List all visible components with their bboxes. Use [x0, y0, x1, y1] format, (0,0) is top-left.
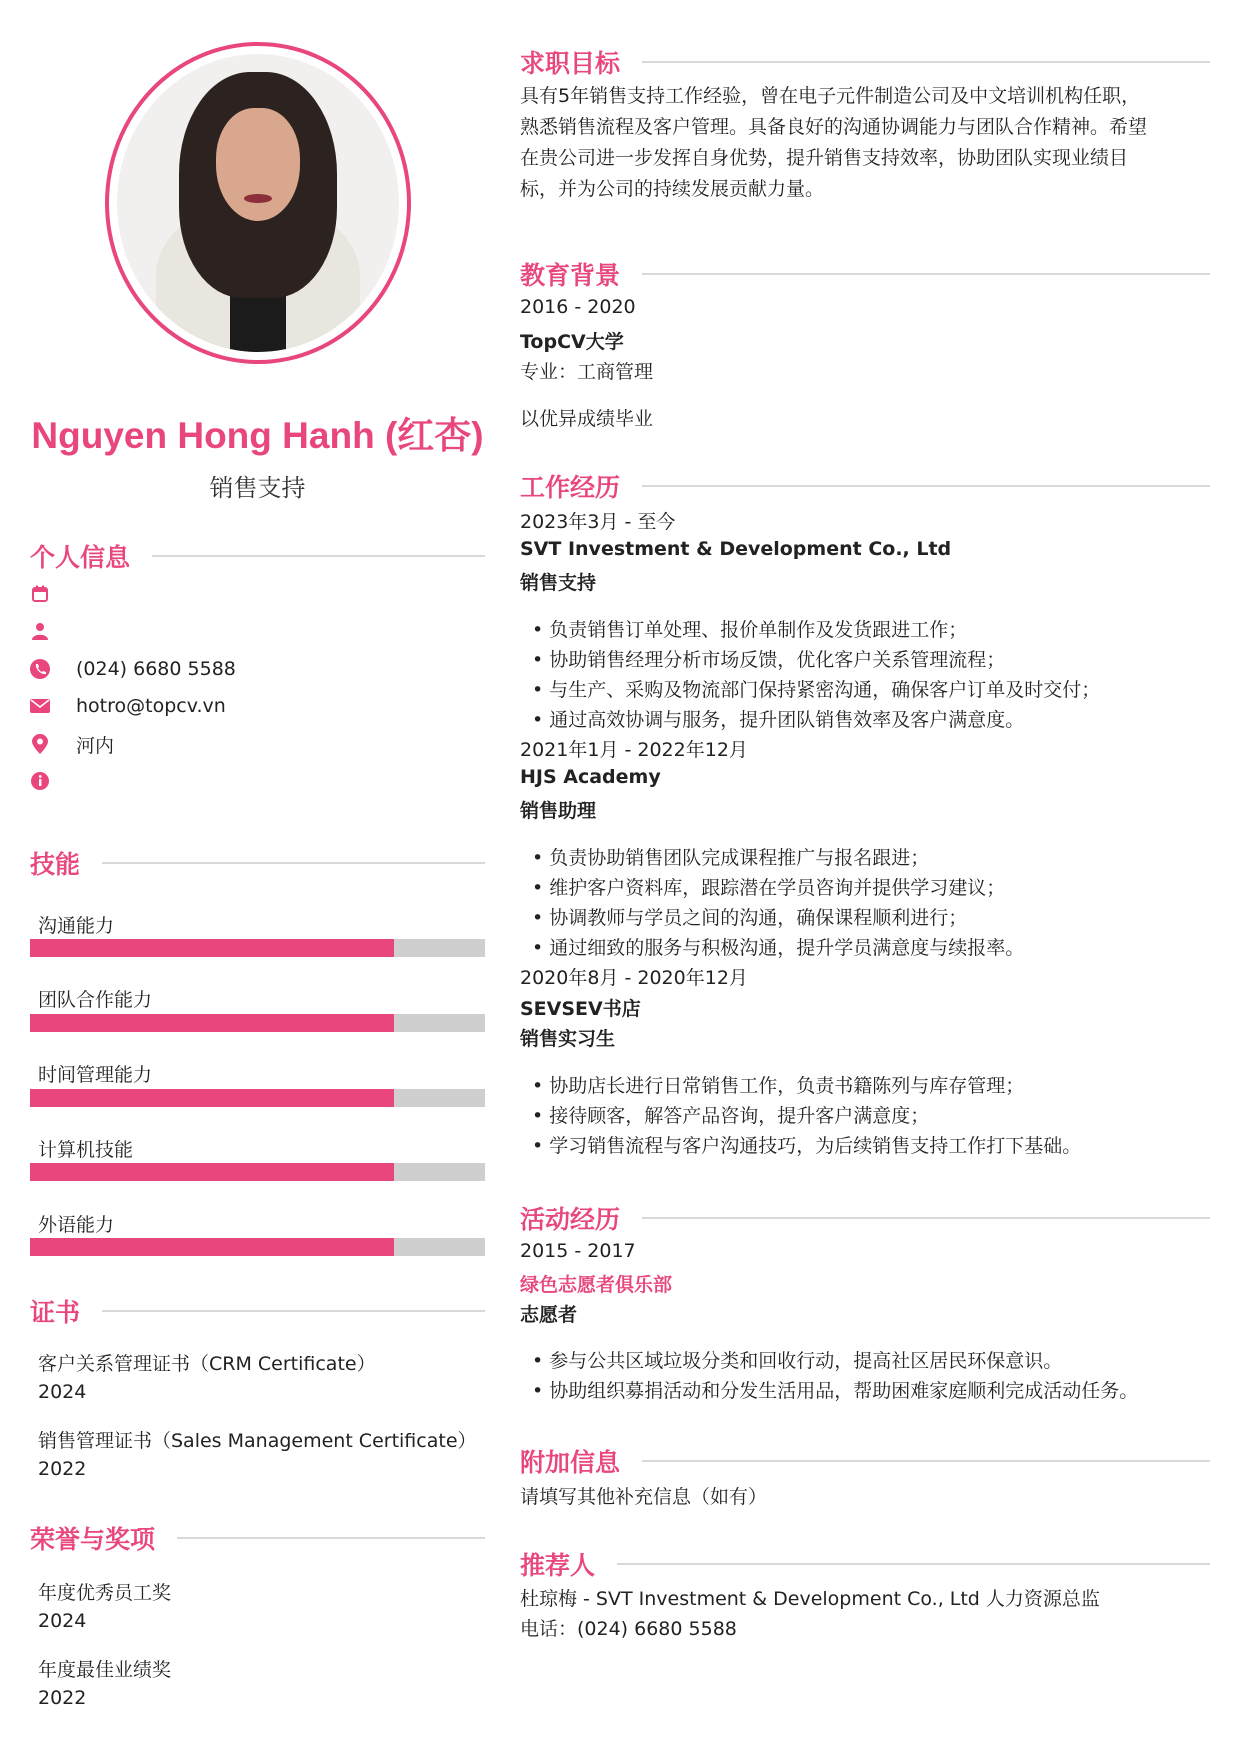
skill-bar — [30, 939, 485, 957]
activity-bullet: • 参与公共区域垃圾分类和回收行动，提高社区居民环保意识。 — [532, 1350, 1063, 1372]
certificate-year: 2024 — [38, 1381, 87, 1403]
job-bullet: • 负责协助销售团队完成课程推广与报名跟进； — [532, 847, 930, 869]
job-company: SEVSEV书店 — [520, 998, 641, 1020]
activity-role: 志愿者 — [520, 1304, 578, 1326]
education-major: 专业：工商管理 — [520, 361, 654, 383]
skill-bar — [30, 1089, 485, 1107]
person-icon — [30, 621, 50, 641]
section-certificates — [30, 1293, 485, 1329]
job-company: HJS Academy — [520, 766, 661, 788]
objective-line: 具有5年销售支持工作经验，曾在电子元件制造公司及中文培训机构任职， — [520, 85, 1141, 107]
section-personal-info — [30, 538, 485, 574]
certificate-name: 销售管理证书（Sales Management Certificate） — [38, 1430, 477, 1452]
info-value-email: hotro@topcv.vn — [76, 695, 226, 717]
section-title: 工作经历 — [520, 473, 621, 502]
job-period: 2021年1月 - 2022年12月 — [520, 739, 748, 761]
phone-icon — [30, 659, 50, 679]
reference-phone: 电话：(024) 6680 5588 — [520, 1618, 737, 1640]
section-title: 求职目标 — [520, 49, 621, 78]
section-education — [520, 256, 1210, 292]
section-title: 个人信息 — [30, 543, 131, 572]
skill-label: 计算机技能 — [38, 1139, 134, 1161]
profile-photo-frame — [105, 42, 411, 364]
job-company: SVT Investment & Development Co., Ltd — [520, 538, 952, 560]
additional-text: 请填写其他补充信息（如有） — [520, 1486, 768, 1508]
section-reference — [520, 1546, 1210, 1582]
skill-label: 团队合作能力 — [38, 989, 153, 1011]
activity-period: 2015 - 2017 — [520, 1240, 636, 1262]
info-row-phone — [30, 655, 236, 683]
info-row-birthday — [30, 580, 76, 608]
education-school: TopCV大学 — [520, 331, 624, 353]
section-objective — [520, 44, 1210, 80]
award-year: 2024 — [38, 1610, 87, 1632]
section-title: 证书 — [30, 1298, 81, 1327]
job-bullet: • 维护客户资料库，跟踪潜在学员咨询并提供学习建议； — [532, 877, 1006, 899]
job-bullet: • 协调教师与学员之间的沟通，确保课程顺利进行； — [532, 907, 968, 929]
objective-text — [520, 81, 1200, 205]
section-skills — [30, 845, 485, 881]
section-title: 荣誉与奖项 — [30, 1525, 156, 1554]
job-period: 2023年3月 - 至今 — [520, 511, 676, 533]
objective-line: 标，并为公司的持续发展贡献力量。 — [520, 178, 825, 200]
section-awards — [30, 1520, 485, 1556]
job-bullet: • 通过高效协调与服务，提升团队销售效率及客户满意度。 — [532, 709, 1025, 731]
job-bullet: • 协助店长进行日常销售工作，负责书籍陈列与库存管理； — [532, 1075, 1025, 1097]
skill-bar — [30, 1014, 485, 1032]
education-period: 2016 - 2020 — [520, 296, 636, 318]
section-work — [520, 468, 1210, 504]
objective-line: 熟悉销售流程及客户管理。具备良好的沟通协调能力与团队合作精神。希望 — [520, 116, 1148, 138]
email-icon — [30, 696, 50, 716]
job-bullet: • 与生产、采购及物流部门保持紧密沟通，确保客户订单及时交付； — [532, 679, 1101, 701]
certificate-year: 2022 — [38, 1458, 87, 1480]
objective-line: 在贵公司进一步发挥自身优势，提升销售支持效率，协助团队实现业绩目 — [520, 147, 1129, 169]
section-activities — [520, 1200, 1210, 1236]
activity-bullet: • 协助组织募捐活动和分发生活用品，帮助困难家庭顺利完成活动任务。 — [532, 1380, 1139, 1402]
section-title: 技能 — [30, 850, 81, 879]
certificate-name: 客户关系管理证书（CRM Certificate） — [38, 1353, 376, 1375]
section-title: 附加信息 — [520, 1448, 621, 1477]
job-bullet: • 接待顾客，解答产品咨询，提升客户满意度； — [532, 1105, 930, 1127]
info-value-address: 河内 — [76, 734, 115, 757]
job-title: 销售支持 — [209, 474, 306, 502]
skill-label: 外语能力 — [38, 1214, 115, 1236]
info-row-address — [30, 730, 114, 758]
award-name: 年度最佳业绩奖 — [38, 1659, 172, 1681]
skill-bar-fill — [30, 939, 394, 957]
job-bullet: • 学习销售流程与客户沟通技巧，为后续销售支持工作打下基础。 — [532, 1135, 1082, 1157]
section-title: 推荐人 — [520, 1551, 596, 1580]
award-year: 2022 — [38, 1687, 87, 1709]
reference-line: 杜琼梅 - SVT Investment & Development Co., Ltd 人力资源总监 — [520, 1588, 1100, 1610]
info-icon — [30, 771, 50, 791]
job-period: 2020年8月 - 2020年12月 — [520, 967, 748, 989]
section-additional — [520, 1443, 1210, 1479]
skill-bar — [30, 1163, 485, 1181]
skill-bar-fill — [30, 1089, 394, 1107]
section-title: 活动经历 — [520, 1205, 621, 1234]
calendar-icon — [30, 584, 50, 604]
job-role: 销售支持 — [520, 572, 597, 594]
candidate-name: Nguyen Hong Hanh (红杏) — [31, 415, 484, 456]
location-pin-icon — [30, 734, 50, 754]
section-title: 教育背景 — [520, 261, 621, 290]
skill-bar-fill — [30, 1014, 394, 1032]
skill-bar-fill — [30, 1238, 394, 1256]
info-row-email — [30, 692, 226, 720]
job-role: 销售助理 — [520, 800, 597, 822]
education-note: 以优异成绩毕业 — [520, 408, 654, 430]
job-bullet: • 负责销售订单处理、报价单制作及发货跟进工作； — [532, 619, 968, 641]
info-row-gender — [30, 617, 76, 645]
activity-org: 绿色志愿者俱乐部 — [520, 1274, 673, 1296]
job-role: 销售实习生 — [520, 1028, 616, 1050]
skill-bar — [30, 1238, 485, 1256]
info-value-phone: (024) 6680 5588 — [76, 658, 236, 680]
skill-label: 时间管理能力 — [38, 1064, 153, 1086]
job-bullet: • 协助销售经理分析市场反馈，优化客户关系管理流程； — [532, 649, 1006, 671]
skill-bar-fill — [30, 1163, 394, 1181]
job-bullet: • 通过细致的服务与积极沟通，提升学员满意度与续报率。 — [532, 937, 1025, 959]
skill-label: 沟通能力 — [38, 915, 115, 937]
award-name: 年度优秀员工奖 — [38, 1582, 172, 1604]
profile-photo — [117, 54, 399, 352]
info-row-other — [30, 767, 76, 795]
